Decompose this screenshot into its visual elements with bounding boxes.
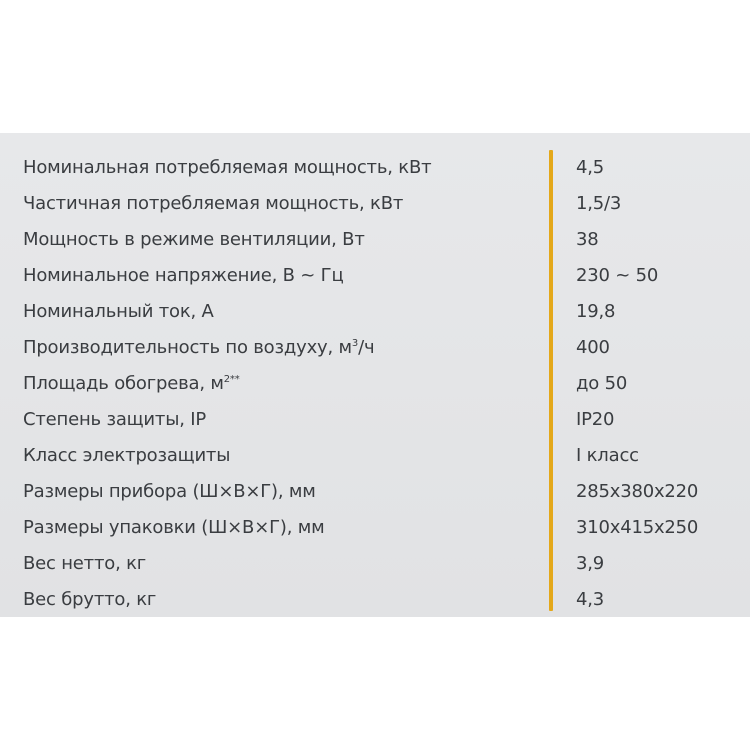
spec-label-text: Производительность по воздуху, м xyxy=(23,337,352,358)
spec-label: Вес брутто, кг xyxy=(23,589,157,610)
spec-row-rated-voltage xyxy=(0,258,750,294)
spec-label-superscript: 2** xyxy=(223,374,240,385)
spec-label: Мощность в режиме вентиляции, Вт xyxy=(23,229,365,250)
spec-value: I класс xyxy=(576,445,639,466)
spec-row-rated-current xyxy=(0,294,750,330)
spec-value: 230 ~ 50 xyxy=(576,265,659,286)
spec-row-heating-area xyxy=(0,366,750,402)
spec-value: 1,5/3 xyxy=(576,193,622,214)
spec-row-rated-power xyxy=(0,150,750,186)
spec-label: Номинальная потребляемая мощность, кВт xyxy=(23,157,432,178)
spec-value: 285x380x220 xyxy=(576,481,699,502)
spec-row-ventilation-power xyxy=(0,222,750,258)
spec-label: Номинальное напряжение, В ~ Гц xyxy=(23,265,344,286)
spec-label-airflow xyxy=(23,330,374,366)
spec-label: Степень защиты, IP xyxy=(23,409,207,430)
spec-row-gross-weight xyxy=(0,582,750,618)
spec-value: 38 xyxy=(576,229,599,250)
spec-row-airflow xyxy=(0,330,750,366)
spec-value: 19,8 xyxy=(576,301,616,322)
spec-label: Частичная потребляемая мощность, кВт xyxy=(23,193,404,214)
spec-row-package-dimensions xyxy=(0,510,750,546)
spec-label: Вес нетто, кг xyxy=(23,553,147,574)
spec-value: IP20 xyxy=(576,409,615,430)
spec-value: 4,3 xyxy=(576,589,605,610)
spec-label-heating-area xyxy=(23,366,240,402)
spec-row-net-weight xyxy=(0,546,750,582)
spec-value: 3,9 xyxy=(576,553,605,574)
spec-label-suffix: /ч xyxy=(358,337,375,358)
spec-value: 400 xyxy=(576,337,610,358)
spec-value: до 50 xyxy=(576,373,628,394)
spec-label: Размеры упаковки (Ш×В×Г), мм xyxy=(23,517,325,538)
spec-label: Класс электрозащиты xyxy=(23,445,231,466)
spec-label: Размеры прибора (Ш×В×Г), мм xyxy=(23,481,316,502)
spec-label: Номинальный ток, А xyxy=(23,301,214,322)
spec-row-protection-degree xyxy=(0,402,750,438)
spec-label-superscript: 3 xyxy=(351,338,359,349)
spec-row-partial-power xyxy=(0,186,750,222)
spec-label-text: Площадь обогрева, м xyxy=(23,373,224,394)
spec-row-device-dimensions xyxy=(0,474,750,510)
spec-value: 310x415x250 xyxy=(576,517,699,538)
spec-value: 4,5 xyxy=(576,157,605,178)
spec-row-electric-class xyxy=(0,438,750,474)
